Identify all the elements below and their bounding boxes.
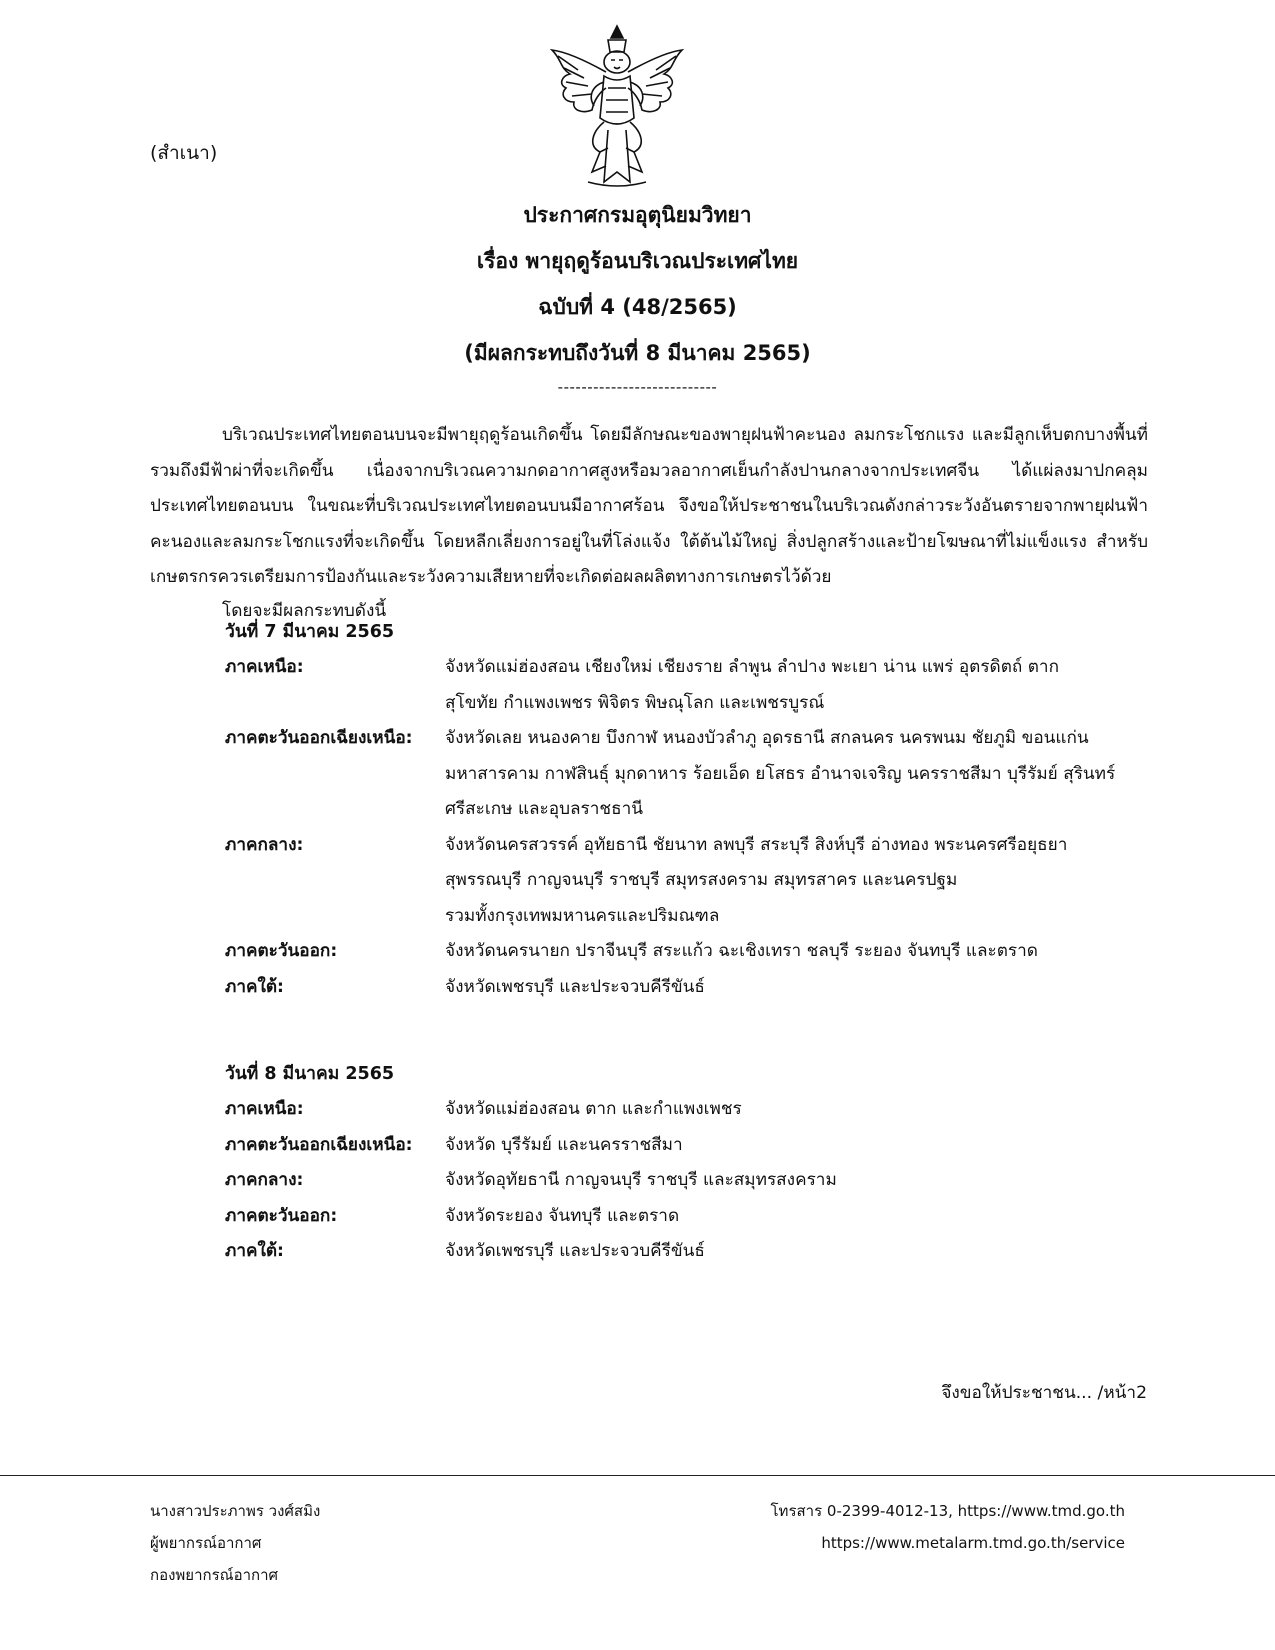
signatory-position: ผู้พยากรณ์อากาศ xyxy=(150,1534,262,1552)
region-name: ภาคใต้: xyxy=(225,1241,284,1261)
continuation-note: จึงขอให้ประชาชน... /หน้า2 xyxy=(941,1383,1147,1403)
signatory-name: นางสาวประภาพร วงศ์สมิง xyxy=(150,1502,321,1520)
region-row xyxy=(225,1128,1155,1164)
province-line: สุพรรณบุรี กาญจนบุรี ราชบุรี สมุทรสงคราม สมุทรสาคร และนครปฐม xyxy=(445,870,958,890)
region-row xyxy=(225,1092,1155,1128)
region-name: ภาคใต้: xyxy=(225,976,284,997)
footer-divider xyxy=(0,1475,1275,1476)
body-paragraph: บริเวณประเทศไทยตอนบนจะมีพายุฤดูร้อนเกิดขึ้น โดยมีลักษณะของพายุฝนฟ้าคะนอง ลมกระโชกแรง และมีลูกเห็บตกบางพื้นที่ รวมถึงมีฟ้าผ่าที่จะเกิดขึ้น เนื่องจากบริเวณความกดอากาศสูงหรือมวลอากาศเย็นกำลังปานกลางจากประเทศจีน ได้แผ่ลงมาปกคลุมประเทศไทยตอนบน ในขณะที่บริเวณประเทศไทยตอนบนมีอากาศร้อน จึงขอให้ประชาชนในบริเวณดังกล่าวระวังอันตรายจากพายุฝนฟ้าคะนองและลมกระโชกแรงที่จะเกิดขึ้น โดยหลีกเลี่ยงการอยู่ในที่โล่งแจ้ง ใต้ต้นไม้ใหญ่ สิ่งปลูกสร้างและป้ายโฆษณาที่ไม่แข็งแรง สำหรับเกษตรกรควรเตรียมการป้องกันและระวังความเสียหายที่จะเกิดต่อผลผลิตทางการเกษตรไว้ด้วย xyxy=(150,425,1148,587)
footer-contact xyxy=(771,1495,1126,1559)
region-row xyxy=(225,1163,1155,1199)
region-name: ภาคตะวันออก: xyxy=(225,941,338,961)
signatory-division: กองพยากรณ์อากาศ xyxy=(150,1566,279,1584)
province-line: จังหวัดแม่ฮ่องสอน ตาก และกำแพงเพชร xyxy=(445,1099,742,1119)
day-title: วันที่ 8 มีนาคม 2565 xyxy=(225,1064,395,1084)
region-row xyxy=(225,721,1155,828)
copy-mark: (สำเนา) xyxy=(150,142,218,164)
footer-signatory xyxy=(150,1495,320,1591)
day-title: วันที่ 7 มีนาคม 2565 xyxy=(225,622,395,642)
province-list xyxy=(445,1092,1155,1128)
province-line: จังหวัดเลย หนองคาย บึงกาฬ หนองบัวลำภู อุดรธานี สกลนคร นครพนม ชัยภูมิ ขอนแก่น xyxy=(445,728,1089,748)
region-row xyxy=(225,1234,1155,1270)
title-effective-date: (มีผลกระทบถึงวันที่ 8 มีนาคม 2565) xyxy=(464,341,811,365)
region-row xyxy=(225,934,1155,970)
effect-intro: โดยจะมีผลกระทบดังนี้ xyxy=(222,601,387,621)
province-line: จังหวัดระยอง จันทบุรี และตราด xyxy=(445,1205,680,1226)
region-name: ภาคกลาง: xyxy=(225,1170,304,1190)
province-line: จังหวัดเพชรบุรี และประจวบคีรีขันธ์ xyxy=(445,1241,705,1261)
garuda-emblem-icon xyxy=(548,22,686,190)
province-list xyxy=(445,721,1155,828)
title-issue-number: ฉบับที่ 4 (48/2565) xyxy=(538,295,737,319)
contact-fax-website: โทรสาร 0-2399-4012-13, https://www.tmd.go.th xyxy=(770,1502,1125,1520)
province-list xyxy=(445,650,1155,721)
region-row xyxy=(225,828,1155,935)
province-line: จังหวัดเพชรบุรี และประจวบคีรีขันธ์ xyxy=(445,976,705,997)
province-list xyxy=(445,934,1155,970)
separator-line: --------------------------- xyxy=(557,378,718,396)
day-section-2 xyxy=(225,1056,1155,1270)
province-line: ศรีสะเกษ และอุบลราชธานี xyxy=(445,799,643,819)
day-section-1 xyxy=(225,614,1155,1005)
province-line: มหาสารคาม กาฬสินธุ์ มุกดาหาร ร้อยเอ็ด ยโสธร อำนาจเจริญ นครราชสีมา บุรีรัมย์ สุรินทร์ xyxy=(445,763,1116,784)
province-line: สุโขทัย กำแพงเพชร พิจิตร พิษณุโลก และเพชรบูรณ์ xyxy=(445,692,825,713)
province-list xyxy=(445,970,1155,1006)
province-list xyxy=(445,828,1155,935)
province-line: รวมทั้งกรุงเทพมหานครและปริมณฑล xyxy=(445,905,720,926)
contact-metalarm-link: https://www.metalarm.tmd.go.th/service xyxy=(821,1534,1125,1552)
province-line: จังหวัดอุทัยธานี กาญจนบุรี ราชบุรี และสมุทรสงคราม xyxy=(445,1170,837,1190)
announcement-title xyxy=(0,192,1275,376)
province-line: จังหวัดแม่ฮ่องสอน เชียงใหม่ เชียงราย ลำพูน ลำปาง พะเยา น่าน แพร่ อุตรดิตถ์ ตาก xyxy=(445,657,1059,677)
region-name: ภาคตะวันออกเฉียงเหนือ: xyxy=(225,728,413,748)
region-name: ภาคเหนือ: xyxy=(225,1099,304,1119)
province-line: จังหวัดนครนายก ปราจีนบุรี สระแก้ว ฉะเชิงเทรา ชลบุรี ระยอง จันทบุรี และตราด xyxy=(445,941,1038,961)
region-name: ภาคตะวันออก: xyxy=(225,1205,338,1226)
region-row xyxy=(225,970,1155,1006)
region-row xyxy=(225,1199,1155,1235)
province-list xyxy=(445,1199,1155,1235)
region-name: ภาคตะวันออกเฉียงเหนือ: xyxy=(225,1134,413,1155)
province-list xyxy=(445,1234,1155,1270)
province-line: จังหวัด บุรีรัมย์ และนครราชสีมา xyxy=(445,1134,683,1155)
title-subject: เรื่อง พายุฤดูร้อนบริเวณประเทศไทย xyxy=(476,249,799,273)
title-department: ประกาศกรมอุตุนิยมวิทยา xyxy=(523,203,752,227)
province-line: จังหวัดนครสวรรค์ อุทัยธานี ชัยนาท ลพบุรี สระบุรี สิงห์บุรี อ่างทอง พระนครศรีอยุธยา xyxy=(445,834,1068,855)
region-name: ภาคกลาง: xyxy=(225,834,304,855)
province-list xyxy=(445,1163,1155,1199)
province-list xyxy=(445,1128,1155,1164)
region-row xyxy=(225,650,1155,721)
region-name: ภาคเหนือ: xyxy=(225,657,304,677)
